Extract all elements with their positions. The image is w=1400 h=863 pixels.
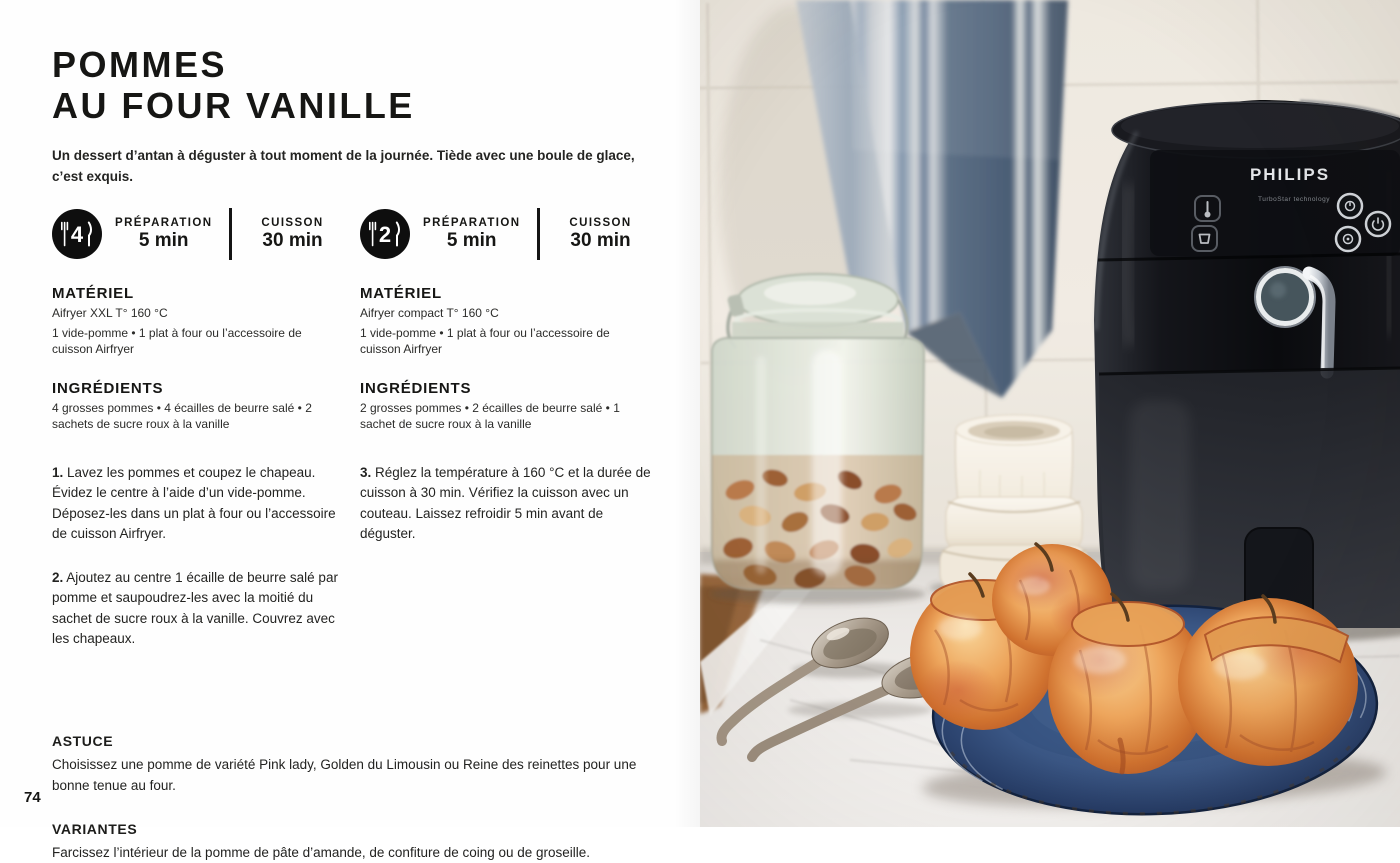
astuce-heading: ASTUCE	[52, 732, 114, 749]
materiel-line: 1 vide-pomme • 1 plat à four ou l’accessoire de cuisson Airfryer	[360, 325, 610, 356]
column-xxl	[52, 285, 345, 673]
timing-divider	[229, 208, 232, 260]
variantes-heading: VARIANTES	[52, 820, 138, 837]
timing-row	[52, 208, 660, 260]
recipe-columns	[52, 285, 660, 673]
step-1: 1. Lavez les pommes et coupez le chapeau. Évidez le centre à l’aide d’un vide-pomme. Déposez-les dans un plat à four ou l’accessoire de cuisson Airfryer.	[52, 464, 336, 541]
fork-icon	[370, 223, 376, 246]
title-line-2: AU FOUR VANILLE	[52, 85, 415, 126]
knife-icon	[397, 223, 399, 246]
recipe-page	[0, 0, 700, 860]
ingredients-heading: INGRÉDIENTS	[360, 379, 472, 397]
materiel-line: 1 vide-pomme • 1 plat à four ou l’accessoire de cuisson Airfryer	[52, 325, 302, 356]
recipe-photo	[700, 0, 1400, 827]
cook-time: CUISSON 30 min	[261, 216, 324, 251]
servings-count: 2	[378, 222, 392, 247]
page-number: 74	[24, 789, 41, 806]
ingredients-text: 2 grosses pommes • 2 écailles de beurre salé • 1 sachet de sucre roux à la vanille	[360, 400, 620, 431]
materiel-heading: MATÉRIEL	[52, 285, 134, 302]
astuce-section	[52, 733, 660, 796]
servings-count: 4	[70, 222, 84, 247]
astuce-text: Choisissez une pomme de variété Pink lady, Golden du Limousin ou Reine des reinettes pour une bonne tenue au four.	[52, 756, 637, 793]
servings-badge-icon	[52, 209, 102, 259]
step-2: 2. Ajoutez au centre 1 écaille de beurre salé par pomme et saupoudrez-les avec la moitié du sachet de sucre roux à la vanille. Couvrez avec les chapeaux.	[52, 569, 338, 646]
materiel-heading: MATÉRIEL	[360, 285, 442, 302]
cook-time: CUISSON 30 min	[569, 216, 632, 251]
servings-badge	[52, 209, 102, 259]
column-compact	[360, 285, 652, 673]
fork-icon	[62, 223, 68, 246]
step-3: 3. Réglez la température à 160 °C et la durée de cuisson à 30 min. Vérifiez la cuisson avec un couteau. Laissez refroidir 5 min avant de déguster.	[360, 464, 651, 541]
materiel-line: Aifryer XXL T° 160 °C	[52, 306, 168, 320]
knife-icon	[89, 223, 91, 246]
servings-badge	[360, 209, 410, 259]
recipe-intro: Un dessert d’antan à déguster à tout moment de la journée. Tiède avec une boule de glace, c’est exquis.	[52, 148, 635, 184]
prep-time: PRÉPARATION 5 min	[423, 216, 521, 251]
page-title	[52, 44, 660, 126]
timing-group-compact	[360, 208, 660, 260]
variantes-text: Farcissez l’intérieur de la pomme de pâte d’amande, de confiture de coing ou de groseille.	[52, 844, 591, 860]
materiel-line: Aifryer compact T° 160 °C	[360, 306, 499, 320]
ingredients-text: 4 grosses pommes • 4 écailles de beurre salé • 2 sachets de sucre roux à la vanille	[52, 400, 312, 431]
prep-time: PRÉPARATION 5 min	[115, 216, 213, 251]
photo-vignette	[700, 0, 1400, 827]
ingredients-heading: INGRÉDIENTS	[52, 379, 164, 397]
steps	[360, 463, 652, 545]
timing-divider	[537, 208, 540, 260]
servings-badge-icon	[360, 209, 410, 259]
timing-group-xxl	[52, 208, 360, 260]
steps	[52, 463, 345, 650]
title-line-1: POMMES	[52, 44, 228, 85]
